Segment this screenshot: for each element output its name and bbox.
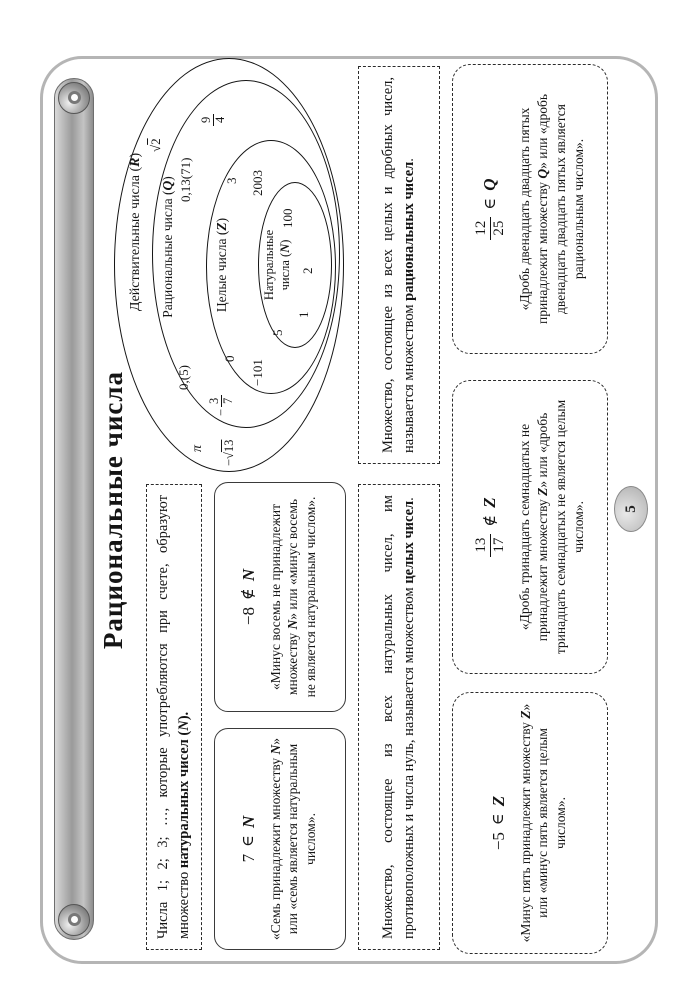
text-segment: » или «минус восемь не является натуральным числом».: [285, 496, 319, 698]
set-letter-r: R: [128, 157, 143, 167]
membership-box-12-25-in-q: [452, 64, 608, 354]
page-number: 5: [622, 505, 639, 513]
radical-sign: −√: [222, 452, 236, 466]
fraction: [200, 114, 227, 126]
element-of-icon: ∈: [481, 197, 499, 210]
binding-ring-icon: [58, 82, 90, 114]
ring-hole-icon: [68, 92, 81, 105]
label-text: Рациональные числа (: [160, 190, 175, 318]
label-text: ): [128, 152, 143, 158]
membership-quote: [267, 483, 320, 711]
element-fraction-minus-3-7: [208, 395, 235, 416]
text-segment: «Минус восемь не принадлежит множеству: [267, 504, 301, 696]
text-segment: Множество, состоящее из всех целых и дробных чисел, называется множеством: [380, 77, 417, 453]
membership-quote: [517, 693, 570, 953]
label-text: ): [160, 176, 175, 181]
membership-quote: [516, 381, 587, 673]
membership-formula: [473, 381, 509, 673]
text-segment: Числа 1; 2; 3; …, которые употребляются при счете, образуют множество: [155, 495, 192, 939]
element-2003: 2003: [250, 170, 265, 196]
text-segment: «Дробь тринадцать семнадцатых не принадлежит множеству: [517, 423, 550, 642]
element-minus-101: −101: [250, 359, 265, 386]
text-segment: » или «минус пять является целым числом».: [517, 703, 569, 918]
definition-text: [374, 67, 423, 463]
membership-box-minus8-not-in-n: [214, 482, 346, 712]
text-segment: «Семь принадлежит множеству: [267, 754, 283, 940]
set-letter-z: Z: [488, 795, 508, 807]
formula-number: −8: [238, 607, 258, 626]
fraction: [473, 534, 509, 557]
rationals-definition: [358, 66, 440, 464]
element-pi: π: [190, 444, 205, 452]
set-letter-z: Z: [480, 497, 500, 508]
minus-sign: −: [214, 408, 229, 416]
definition-text: [149, 485, 198, 949]
radicand: 13: [222, 439, 236, 453]
label-text: ): [214, 217, 229, 223]
element-one: 1: [296, 311, 311, 318]
formula-number: −5: [488, 832, 508, 851]
membership-box-13-17-not-in-z: [452, 380, 608, 674]
set-letter-z: Z: [517, 710, 533, 719]
membership-box-7-in-n: [214, 728, 346, 950]
membership-formula: [473, 65, 509, 353]
denominator: 17: [491, 537, 508, 553]
element-three: 3: [224, 177, 239, 184]
denominator: 4: [213, 116, 228, 123]
set-letter-n: N: [176, 720, 192, 731]
numerator: 3: [208, 395, 222, 407]
text-segment-bold: рациональных чисел: [401, 161, 417, 301]
fraction: [208, 395, 235, 407]
element-periodic-decimal-1: 0,(5): [176, 365, 191, 390]
set-label-natural-line1: Натуральные: [262, 229, 276, 301]
binding-bar: [54, 78, 94, 940]
set-label-natural-line2: [278, 240, 293, 291]
text-segment: » или «семь является натуральным числом».: [267, 738, 319, 935]
set-label-integer: [214, 218, 230, 312]
label-text: числа (: [278, 252, 292, 291]
element-two: 2: [300, 267, 315, 274]
set-letter-z: Z: [534, 487, 550, 496]
element-of-icon: ∈: [490, 813, 508, 826]
text-segment: .: [401, 158, 417, 162]
numerator: 12: [473, 217, 492, 240]
text-segment: Множество, состоящее из всех натуральных чисел, им противоположных и числа нуль, называется множеством: [380, 495, 417, 939]
membership-quote: [516, 65, 587, 353]
integers-definition: [358, 484, 440, 950]
not-element-of-icon: ∉: [481, 514, 499, 527]
membership-box-minus5-in-z: [452, 692, 608, 954]
element-periodic-decimal-2: 0,13(71): [178, 157, 193, 202]
set-letter-n: N: [238, 568, 258, 582]
denominator: 25: [491, 220, 508, 236]
definition-text: [374, 485, 423, 949]
text-segment: .: [401, 497, 417, 501]
membership-quote: [267, 729, 320, 949]
set-letter-q: Q: [480, 178, 500, 191]
membership-formula: [240, 483, 259, 711]
element-hundred: 100: [280, 208, 295, 228]
set-letter-n: N: [285, 619, 301, 630]
text-segment: «Дробь двенадцать двадцать пятых принадлежит множеству: [517, 107, 550, 325]
label-text: ): [278, 239, 292, 244]
natural-numbers-definition: [146, 484, 202, 950]
element-zero: 0: [222, 355, 237, 362]
text-segment: «Минус пять принадлежит множеству: [517, 718, 533, 943]
element-of-icon: ∈: [240, 834, 258, 847]
element-minus-sqrt-13: [222, 440, 237, 466]
text-segment: » или «дробь тринадцать семнадцатых не является целым числом».: [534, 399, 586, 655]
radical-sign: √: [148, 144, 163, 152]
text-segment-bold: целых чисел: [401, 500, 417, 584]
set-letter-q: Q: [160, 180, 175, 191]
numerator: 13: [473, 534, 492, 557]
element-fraction-9-4: [200, 114, 227, 126]
membership-formula: [490, 693, 509, 953]
denominator: 7: [221, 397, 236, 404]
set-letter-n: N: [238, 815, 258, 828]
set-letter-z: Z: [214, 222, 229, 231]
radicand: 2: [148, 138, 163, 145]
ring-hole-icon: [68, 914, 81, 927]
fraction: [473, 217, 509, 240]
set-label-rational: [160, 176, 176, 317]
set-letter-n: N: [278, 243, 292, 253]
set-letter-n: N: [267, 744, 283, 755]
label-text: Целые числа (: [214, 230, 229, 313]
page-title: Рациональные числа: [98, 370, 128, 650]
set-letter-q: Q: [534, 168, 550, 179]
binding-ring-icon: [58, 904, 90, 936]
text-segment-bold: ).: [176, 711, 192, 721]
page-number-badge: [614, 486, 648, 532]
element-five: 5: [270, 329, 285, 336]
label-text: Действительные числа (: [128, 166, 143, 312]
formula-number: 7: [238, 853, 258, 863]
text-segment-bold: натуральных чисел (: [176, 730, 192, 869]
not-element-of-icon: ∉: [240, 588, 258, 601]
element-sqrt-2: [148, 138, 164, 152]
euler-diagram: [114, 58, 346, 472]
text-segment: » или «дробь двенадцать двадцать пятых является рациональным числом».: [534, 93, 586, 314]
membership-formula: [240, 729, 259, 949]
set-label-real: [128, 153, 144, 311]
numerator: 9: [200, 114, 214, 126]
